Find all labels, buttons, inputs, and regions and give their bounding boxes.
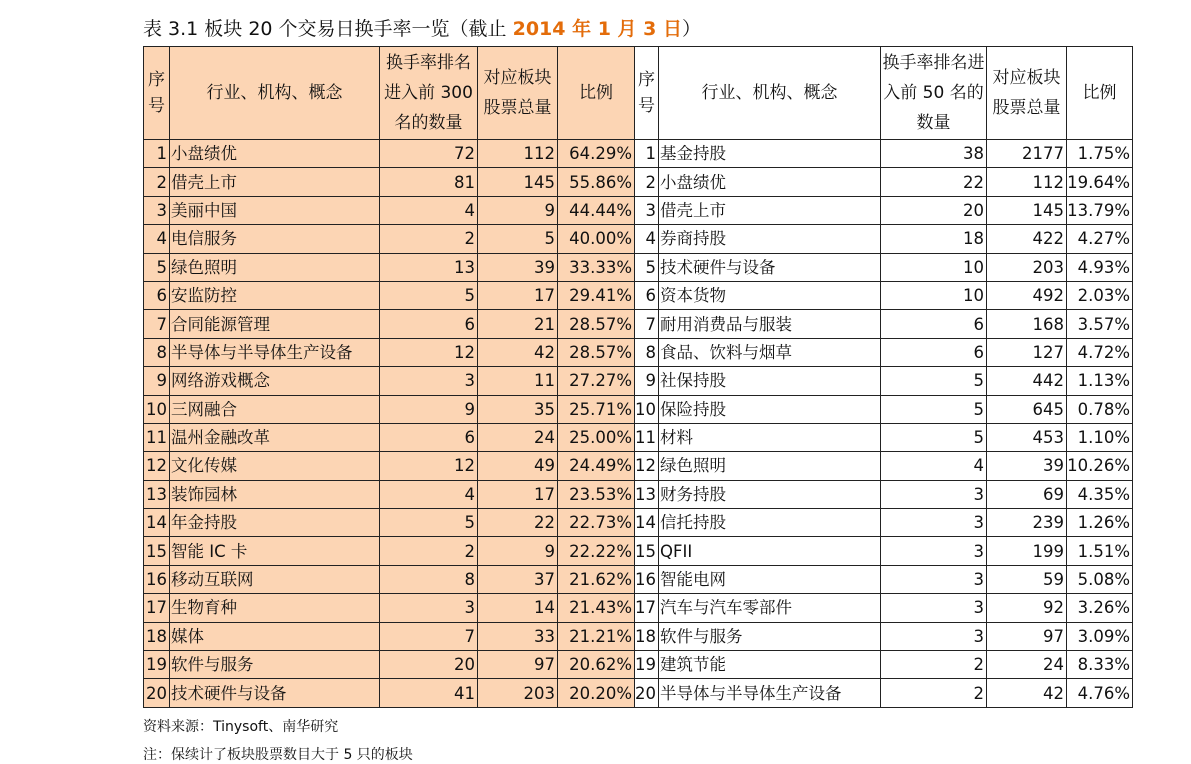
cell-right-seq: 8	[635, 338, 659, 366]
cell-right-total: 442	[987, 367, 1067, 395]
table-body	[144, 140, 1133, 708]
cell-left-seq: 4	[144, 225, 170, 253]
cell-left-seq: 12	[144, 452, 170, 480]
cell-left-seq: 11	[144, 423, 170, 451]
cell-left-total: 22	[478, 509, 558, 537]
cell-right-industry: 绿色照明	[659, 452, 881, 480]
cell-left-total: 145	[478, 168, 558, 196]
cell-right-total: 239	[987, 509, 1067, 537]
cell-right-rank-count: 5	[881, 423, 987, 451]
cell-left-rank-count: 5	[380, 281, 478, 309]
cell-left-industry: 年金持股	[170, 509, 380, 537]
cell-left-total: 35	[478, 395, 558, 423]
table-row	[144, 452, 1133, 480]
cell-left-total: 17	[478, 281, 558, 309]
cell-right-total: 92	[987, 594, 1067, 622]
cell-left-total: 39	[478, 253, 558, 281]
cell-left-rank-count: 3	[380, 594, 478, 622]
cell-right-industry: 基金持股	[659, 140, 881, 168]
cell-right-total: 199	[987, 537, 1067, 565]
cell-left-rank-count: 4	[380, 196, 478, 224]
header-total-right: 对应板块股票总量	[987, 47, 1067, 140]
cell-left-ratio: 25.00%	[558, 423, 635, 451]
cell-right-industry: 食品、饮料与烟草	[659, 338, 881, 366]
cell-right-industry: 保险持股	[659, 395, 881, 423]
cell-left-industry: 网络游戏概念	[170, 367, 380, 395]
cell-right-rank-count: 22	[881, 168, 987, 196]
cell-right-industry: 资本货物	[659, 281, 881, 309]
cell-left-ratio: 28.57%	[558, 338, 635, 366]
cell-right-industry: 信托持股	[659, 509, 881, 537]
cell-left-ratio: 44.44%	[558, 196, 635, 224]
cell-left-industry: 装饰园林	[170, 480, 380, 508]
cell-left-industry: 温州金融改革	[170, 423, 380, 451]
cell-left-total: 49	[478, 452, 558, 480]
cell-left-seq: 5	[144, 253, 170, 281]
cell-right-ratio: 4.35%	[1067, 480, 1133, 508]
cell-left-seq: 6	[144, 281, 170, 309]
cell-right-ratio: 1.10%	[1067, 423, 1133, 451]
cell-left-total: 24	[478, 423, 558, 451]
cell-right-ratio: 1.26%	[1067, 509, 1133, 537]
cell-right-ratio: 4.27%	[1067, 225, 1133, 253]
header-industry-right: 行业、机构、概念	[659, 47, 881, 140]
cell-right-seq: 15	[635, 537, 659, 565]
cell-right-ratio: 1.75%	[1067, 140, 1133, 168]
cell-left-industry: 三网融合	[170, 395, 380, 423]
cell-right-seq: 19	[635, 651, 659, 679]
cell-left-seq: 17	[144, 594, 170, 622]
cell-right-seq: 11	[635, 423, 659, 451]
cell-left-rank-count: 41	[380, 679, 478, 707]
cell-left-total: 37	[478, 565, 558, 593]
cell-left-ratio: 27.27%	[558, 367, 635, 395]
title-date: 2014 年 1 月 3 日	[512, 18, 682, 40]
cell-right-rank-count: 10	[881, 253, 987, 281]
cell-left-ratio: 55.86%	[558, 168, 635, 196]
cell-right-rank-count: 2	[881, 651, 987, 679]
cell-left-seq: 3	[144, 196, 170, 224]
cell-right-seq: 5	[635, 253, 659, 281]
cell-left-industry: 技术硬件与设备	[170, 679, 380, 707]
cell-right-rank-count: 4	[881, 452, 987, 480]
cell-right-industry: 材料	[659, 423, 881, 451]
cell-left-ratio: 21.62%	[558, 565, 635, 593]
cell-left-industry: 借壳上市	[170, 168, 380, 196]
cell-left-industry: 小盘绩优	[170, 140, 380, 168]
cell-left-rank-count: 20	[380, 651, 478, 679]
cell-right-ratio: 0.78%	[1067, 395, 1133, 423]
cell-right-seq: 2	[635, 168, 659, 196]
cell-left-seq: 7	[144, 310, 170, 338]
cell-left-ratio: 33.33%	[558, 253, 635, 281]
cell-right-total: 59	[987, 565, 1067, 593]
cell-left-total: 203	[478, 679, 558, 707]
cell-right-rank-count: 6	[881, 338, 987, 366]
cell-left-ratio: 40.00%	[558, 225, 635, 253]
cell-left-rank-count: 2	[380, 537, 478, 565]
header-industry-left: 行业、机构、概念	[170, 47, 380, 140]
cell-right-seq: 6	[635, 281, 659, 309]
footnote: 注：保续计了板块股票数目大于 5 只的板块	[143, 747, 413, 763]
cell-left-rank-count: 13	[380, 253, 478, 281]
cell-left-industry: 媒体	[170, 622, 380, 650]
cell-left-seq: 15	[144, 537, 170, 565]
cell-left-total: 17	[478, 480, 558, 508]
cell-left-industry: 生物育种	[170, 594, 380, 622]
cell-left-total: 14	[478, 594, 558, 622]
cell-left-seq: 13	[144, 480, 170, 508]
header-rank-count-right: 换手率排名进入前 50 名的数量	[881, 47, 987, 140]
table-row	[144, 338, 1133, 366]
cell-left-ratio: 25.71%	[558, 395, 635, 423]
cell-left-rank-count: 72	[380, 140, 478, 168]
cell-right-ratio: 3.57%	[1067, 310, 1133, 338]
cell-left-total: 112	[478, 140, 558, 168]
cell-left-rank-count: 6	[380, 423, 478, 451]
cell-left-total: 9	[478, 537, 558, 565]
cell-left-total: 33	[478, 622, 558, 650]
cell-right-rank-count: 5	[881, 395, 987, 423]
cell-left-total: 97	[478, 651, 558, 679]
table-row	[144, 565, 1133, 593]
cell-left-rank-count: 5	[380, 509, 478, 537]
cell-right-total: 492	[987, 281, 1067, 309]
cell-right-ratio: 4.93%	[1067, 253, 1133, 281]
cell-right-ratio: 1.13%	[1067, 367, 1133, 395]
cell-right-seq: 10	[635, 395, 659, 423]
source-note: 资料来源：Tinysoft、南华研究	[143, 719, 339, 735]
header-seq-right: 序号	[635, 47, 659, 140]
header-ratio-left: 比例	[558, 47, 635, 140]
cell-right-seq: 13	[635, 480, 659, 508]
cell-left-ratio: 28.57%	[558, 310, 635, 338]
table-row	[144, 281, 1133, 309]
cell-left-rank-count: 12	[380, 452, 478, 480]
cell-left-seq: 9	[144, 367, 170, 395]
cell-left-total: 21	[478, 310, 558, 338]
cell-left-rank-count: 12	[380, 338, 478, 366]
cell-right-seq: 3	[635, 196, 659, 224]
turnover-table	[143, 46, 1133, 708]
cell-right-seq: 12	[635, 452, 659, 480]
table-row	[144, 196, 1133, 224]
cell-right-seq: 4	[635, 225, 659, 253]
cell-left-ratio: 20.20%	[558, 679, 635, 707]
cell-left-ratio: 22.22%	[558, 537, 635, 565]
table-row	[144, 480, 1133, 508]
cell-right-industry: 软件与服务	[659, 622, 881, 650]
cell-left-industry: 移动互联网	[170, 565, 380, 593]
cell-left-rank-count: 8	[380, 565, 478, 593]
header-rank-count-left: 换手率排名进入前 300 名的数量	[380, 47, 478, 140]
cell-right-rank-count: 3	[881, 594, 987, 622]
cell-right-ratio: 4.76%	[1067, 679, 1133, 707]
header-total-left: 对应板块股票总量	[478, 47, 558, 140]
cell-right-ratio: 3.26%	[1067, 594, 1133, 622]
cell-right-seq: 18	[635, 622, 659, 650]
header-ratio-right: 比例	[1067, 47, 1133, 140]
cell-right-rank-count: 38	[881, 140, 987, 168]
cell-right-industry: 建筑节能	[659, 651, 881, 679]
cell-right-industry: 社保持股	[659, 367, 881, 395]
cell-left-industry: 合同能源管理	[170, 310, 380, 338]
table-row	[144, 594, 1133, 622]
cell-left-seq: 20	[144, 679, 170, 707]
cell-right-ratio: 8.33%	[1067, 651, 1133, 679]
cell-left-ratio: 64.29%	[558, 140, 635, 168]
cell-left-seq: 10	[144, 395, 170, 423]
cell-right-seq: 1	[635, 140, 659, 168]
cell-right-total: 645	[987, 395, 1067, 423]
cell-right-ratio: 13.79%	[1067, 196, 1133, 224]
cell-left-industry: 半导体与半导体生产设备	[170, 338, 380, 366]
cell-left-ratio: 22.73%	[558, 509, 635, 537]
cell-left-industry: 绿色照明	[170, 253, 380, 281]
cell-right-rank-count: 6	[881, 310, 987, 338]
cell-right-seq: 7	[635, 310, 659, 338]
table-row	[144, 140, 1133, 168]
cell-right-total: 145	[987, 196, 1067, 224]
cell-right-total: 2177	[987, 140, 1067, 168]
cell-left-seq: 19	[144, 651, 170, 679]
cell-left-rank-count: 3	[380, 367, 478, 395]
cell-left-industry: 智能 IC 卡	[170, 537, 380, 565]
header-row	[144, 47, 1133, 140]
cell-right-industry: 半导体与半导体生产设备	[659, 679, 881, 707]
cell-left-rank-count: 4	[380, 480, 478, 508]
table-row	[144, 395, 1133, 423]
table-row	[144, 225, 1133, 253]
cell-left-rank-count: 9	[380, 395, 478, 423]
cell-left-ratio: 24.49%	[558, 452, 635, 480]
table-row	[144, 622, 1133, 650]
table-row	[144, 168, 1133, 196]
cell-right-industry: QFII	[659, 537, 881, 565]
cell-left-total: 42	[478, 338, 558, 366]
title-suffix: ）	[682, 18, 702, 40]
header-seq-left: 序号	[144, 47, 170, 140]
cell-right-industry: 财务持股	[659, 480, 881, 508]
cell-left-total: 11	[478, 367, 558, 395]
cell-left-total: 9	[478, 196, 558, 224]
cell-left-seq: 8	[144, 338, 170, 366]
table-row	[144, 310, 1133, 338]
cell-right-seq: 16	[635, 565, 659, 593]
cell-right-seq: 9	[635, 367, 659, 395]
cell-right-total: 69	[987, 480, 1067, 508]
table-row	[144, 253, 1133, 281]
cell-right-ratio: 3.09%	[1067, 622, 1133, 650]
cell-right-rank-count: 20	[881, 196, 987, 224]
cell-right-total: 453	[987, 423, 1067, 451]
cell-right-total: 127	[987, 338, 1067, 366]
table-row	[144, 367, 1133, 395]
cell-left-ratio: 29.41%	[558, 281, 635, 309]
title-prefix: 表 3.1 板块 20 个交易日换手率一览（截止	[143, 18, 513, 40]
cell-right-ratio: 19.64%	[1067, 168, 1133, 196]
cell-left-seq: 18	[144, 622, 170, 650]
cell-right-total: 24	[987, 651, 1067, 679]
cell-right-ratio: 10.26%	[1067, 452, 1133, 480]
table-row	[144, 423, 1133, 451]
table-row	[144, 537, 1133, 565]
cell-right-total: 39	[987, 452, 1067, 480]
cell-right-industry: 耐用消费品与服装	[659, 310, 881, 338]
cell-right-seq: 17	[635, 594, 659, 622]
cell-right-seq: 14	[635, 509, 659, 537]
cell-right-ratio: 1.51%	[1067, 537, 1133, 565]
cell-right-total: 422	[987, 225, 1067, 253]
cell-right-rank-count: 5	[881, 367, 987, 395]
cell-right-rank-count: 3	[881, 537, 987, 565]
cell-left-industry: 电信服务	[170, 225, 380, 253]
cell-right-rank-count: 2	[881, 679, 987, 707]
cell-right-total: 97	[987, 622, 1067, 650]
cell-right-industry: 借壳上市	[659, 196, 881, 224]
cell-left-rank-count: 7	[380, 622, 478, 650]
cell-left-seq: 2	[144, 168, 170, 196]
cell-right-total: 42	[987, 679, 1067, 707]
cell-left-total: 5	[478, 225, 558, 253]
cell-left-seq: 14	[144, 509, 170, 537]
cell-right-industry: 小盘绩优	[659, 168, 881, 196]
cell-left-seq: 16	[144, 565, 170, 593]
cell-right-total: 168	[987, 310, 1067, 338]
table-row	[144, 509, 1133, 537]
cell-right-rank-count: 18	[881, 225, 987, 253]
cell-right-rank-count: 3	[881, 622, 987, 650]
cell-left-ratio: 20.62%	[558, 651, 635, 679]
cell-right-industry: 券商持股	[659, 225, 881, 253]
cell-right-rank-count: 10	[881, 281, 987, 309]
table-row	[144, 651, 1133, 679]
cell-left-ratio: 23.53%	[558, 480, 635, 508]
cell-right-ratio: 4.72%	[1067, 338, 1133, 366]
cell-right-ratio: 2.03%	[1067, 281, 1133, 309]
cell-left-industry: 文化传媒	[170, 452, 380, 480]
cell-right-industry: 汽车与汽车零部件	[659, 594, 881, 622]
cell-left-rank-count: 6	[380, 310, 478, 338]
cell-left-seq: 1	[144, 140, 170, 168]
cell-right-rank-count: 3	[881, 509, 987, 537]
cell-left-rank-count: 2	[380, 225, 478, 253]
cell-right-industry: 技术硬件与设备	[659, 253, 881, 281]
table-row	[144, 679, 1133, 707]
cell-right-seq: 20	[635, 679, 659, 707]
cell-right-ratio: 5.08%	[1067, 565, 1133, 593]
cell-left-industry: 美丽中国	[170, 196, 380, 224]
cell-right-total: 112	[987, 168, 1067, 196]
cell-left-ratio: 21.21%	[558, 622, 635, 650]
cell-left-industry: 安监防控	[170, 281, 380, 309]
cell-left-rank-count: 81	[380, 168, 478, 196]
cell-right-total: 203	[987, 253, 1067, 281]
cell-right-industry: 智能电网	[659, 565, 881, 593]
table-title	[143, 16, 701, 42]
cell-right-rank-count: 3	[881, 480, 987, 508]
cell-left-industry: 软件与服务	[170, 651, 380, 679]
cell-right-rank-count: 3	[881, 565, 987, 593]
cell-left-ratio: 21.43%	[558, 594, 635, 622]
